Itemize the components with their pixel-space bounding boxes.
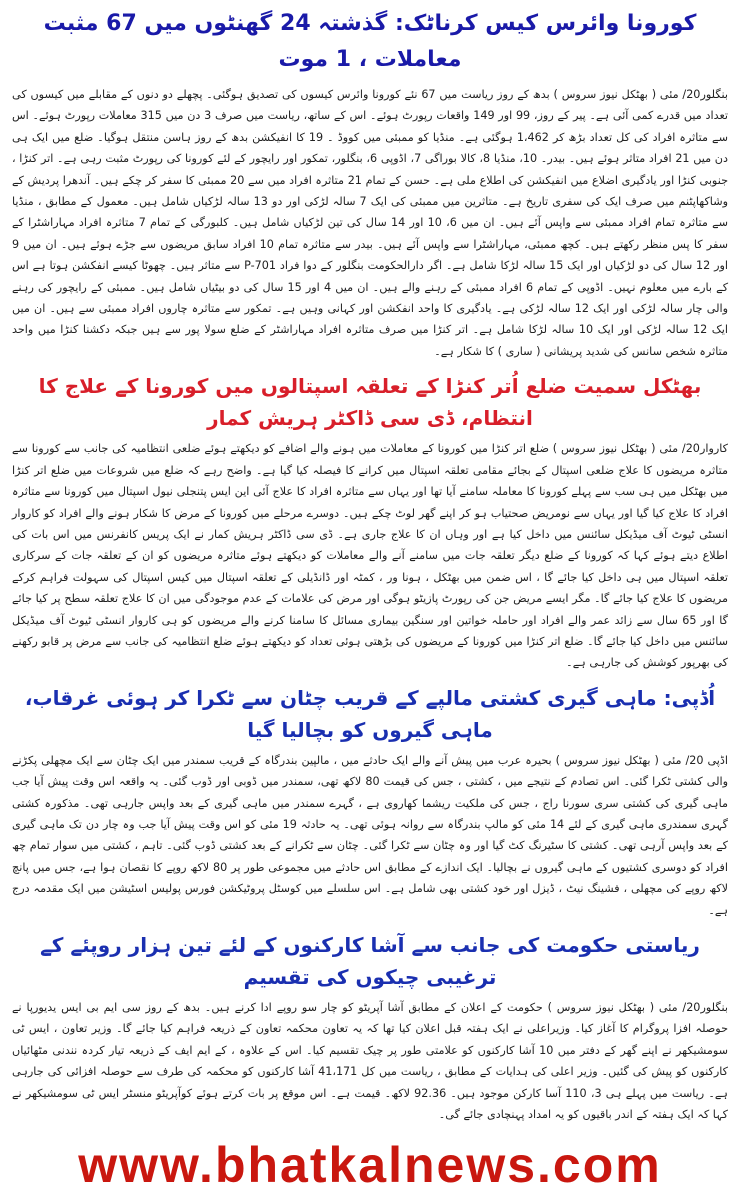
footer-banner	[0, 1136, 740, 1194]
story2-body: کاروار20/ مئی ( بھٹکل نیوز سروس ) ضلع اتر کنڑا میں کورونا کے معاملات میں ہونے والے اضافے کو دیکھتے ہوئے ضلعی انتظامیہ کی جانب سے کورونا سے متاثرہ مریضوں کا علاج ضلعی اسپتال کے بجائے مقامی تعلقہ اسپتال میں کرانے کا فیصلہ کیا گیا ہے۔ واضح رہے کہ ضلع میں شروعات میں ضلع اتر کنڑا میں بھٹکل میں ہی سب سے پہلے کورونا کا معاملہ سامنے آیا تھا اور یہاں سے متاثرہ افراد کا علاج آئی این ایس پتنجلی نیول اسپتال میں کورونا سے متاثرہ افراد کا علاج کیا گیا اور یہاں سے نومریض صحتیاب ہو کر اپنے گھر لوٹ چکے ہیں۔ دوسرے مرحلے میں کورونا کے مرض کا شکار ہونے والے افراد کو کاروار انسٹی ٹیوٹ آف میڈیکل سائنس میں داخل کیا ہے اور وہاں ان کا علاج جاری ہے۔ ڈی سی ڈاکٹر ہریش کمار نے ایک پریس کانفرنس میں اس بات کی اطلاع دیتے ہوئے کہا کہ کورونا کے ضلع دیگر تعلقہ جات میں سامنے آنے والے معاملات کو دیکھتے ہوئے متاثرہ مریضوں کو ان کے تعلقہ جات کے سرکاری تعلقہ اسپتال میں ہی داخل کیا جائے گا ، اس ضمن میں بھٹکل ، ہونا ور ، کمٹہ اور ڈانڈیلی کے تعلقہ اسپتال میں کیس اسپتال کی سہولت فراہم کرکے مریضوں کا علاج کیا جائے گا۔ مگر ایسے مریض جن کی رپورٹ پازیٹو ہوگی اور مرض کی علامات کے عدم موجودگی میں ان کا علاج تعلقہ سطح پر کیا جائے گا اور 65 سال سے زائد عمر والے افراد اور حاملہ خواتین اور سنگین بیماری مسائل کا سامنا کرنے والے مریضوں کو ہی کاروار انسٹی ٹیوٹ آف میڈیکل سائنس میں داخل کیا جائے گا۔ ضلع اتر کنڑا میں کورونا کے مریضوں کی بڑھتی ہوئی تعداد کو دیکھتے ہوئے ضلع انتظامیہ کی جانب سے مرض پر قابو رکھنے کی بھرپور کوشش کی جارہی ہے۔	[12, 442, 729, 670]
main-headline: کورونا وائرس کیس کرناٹک: گذشتہ 24 گھنٹوں میں 67 مثبت معاملات ، 1 موت	[43, 11, 697, 72]
story4-title: ریاستی حکومت کی جانب سے آشا کارکنوں کے لئے تین ہزار روپئے کے ترغیبی چیکوں کی تقسیم	[40, 933, 700, 989]
story3-title: اُڈپی: ماہی گیری کشتی مالپے کے قریب چٹان سے ٹکرا کر ہوئی غرقاب، ماہی گیروں کو بچالیا گیا	[24, 685, 716, 742]
story3-body: اڈپی 20/ مئی ( بھٹکل نیوز سروس ) بحیرہ عرب میں پیش آنے والے ایک حادثے میں ، مالپین بندرگاہ کے قریب سمندر میں ایک چٹان سے ایک مچھلی پکڑنے والی کشتی ٹکرا گئی۔ اس تصادم کے نتیجے میں ، کشتی ، جس کی قیمت 80 لاکھ تھی، سمندر میں ڈوبی اور ڈوب گئی۔ یہ واقعہ اس وقت پیش آیا جب ماہی گیری کی کشتی سری سورنا راج ، جس کی ملکیت ریشما کھاروی ہے ، گہرے سمندر میں ماہی گیری کے بعد واپس جارہی تھی۔ مذکورہ کشتی گہری سمندری ماہی گیری کے لئے 14 مئی کو مالپ بندرگاہ سے روانہ ہوئی تھی۔ یہ حادثہ 19 مئی کو اس وقت پیش آیا جب وہ چار دن تک ماہی گیری کے بعد واپس آرہی تھی۔ کشتی کا سٹیرنگ کٹ گیا اور وہ چٹان سے ٹکرا گئی۔ چٹان سے ٹکرانے کے بعد کشتی ڈوب گئی۔ تاہم ، کشتی میں سوار تمام چھ افراد کو دوسری کشتیوں کے ماہی گیروں نے بچالیا۔ ایک اندازے کے مطابق اس حادثے میں مجموعی طور پر 80 لاکھ روپے کا نقصان ہوا ہے، جس میں پانچ لاکھ روپے کی مچھلی ، فشینگ نیٹ ، ڈیزل اور خود کشتی بھی شامل ہے۔ اس سلسلے میں کوسٹل پروٹیکشن فورس پولیس اسٹیشن میں ایک مقدمہ درج ہے۔	[12, 753, 728, 917]
site-url-logo[interactable]: www.bhatkalnews.com	[78, 1137, 662, 1193]
story2-title: بھٹکل سمیت ضلع اُتر کنڑا کے تعلقہ اسپتالوں میں کورونا کے علاج کا انتظام، ڈی سی ڈاکٹر ہریش کمار	[38, 374, 702, 431]
story1-body: بنگلور20/ مئی ( بھٹکل نیوز سروس ) بدھ کے روز ریاست میں 67 نئے کورونا وائرس کیسوں کی تصدیق ہوگئی۔ پچھلے دو دنوں کے مقابلے میں کیسوں کی تعداد میں قدرے کمی آئی ہے۔ پیر کے روز، 99 اور 149 واقعات رپورٹ ہوئے۔ اس کے ساتھ، ریاست میں صرف 3 دن میں 315 معاملات رپورٹ ہوئے۔ اس سے متاثرہ افراد کی کل تعداد بڑھ کر 1،462 ہوگئی ہے۔ منڈیا کو ممبئی میں کووڈ ۔ 19 کا انفیکشن بدھ کے روز ہاسن منتقل ہوگیا۔ ضلع میں ایک ہی دن میں 21 افراد متاثر ہوئے ہیں۔ بیدر۔ 10، منڈیا 8، کالا بوراگی 7، اڈوپی 6، بنگلور، تمکور اور رایچور کے لئے کورونا کی رپورٹ مثبت رہی ہے۔ اتر کنڑا ، جنوبی کنڑا اور یادگیری اضلاع میں انفیکشن کی اطلاع ملی ہے۔ حسن کے تمام 21 متاثرہ افراد میں سے 20 ممبئی کا سفر کر چکے ہیں۔ آندھرا پردیش کے وشاکھاپٹنم میں صرف ایک کی سفری تاریخ ہے۔ متاثرین میں ممبئی کی ایک 7 سالہ لڑکی اور دو 13 سالہ لڑکیاں شامل ہیں۔ معمول کے مطابق ، منڈیا سے متاثرہ تمام افراد ممبئی سے واپس آئے ہیں۔ ان میں 6، 10 اور 14 سال کی تین لڑکیاں شامل ہیں۔ کلبورگی کے تمام 7 متاثرہ افراد مہاراشٹرا کے سفر کا پس منظر رکھتے ہیں۔ کچھ ممبئی، مہاراشٹرا سے واپس آئے ہیں۔ بیدر سے متاثرہ تمام 10 افراد سابق مریضوں سے جڑے ہوئے ہیں۔ ان میں 9 اور 12 سال کی دو لڑکیاں اور ایک 15 سالہ لڑکا شامل ہے۔ اگر دارالحکومت بنگلور کے دوا فراد P-701 سے متاثر ہیں۔ چھوٹا کیسے انفکشن ہوتا ہے اس کے بارے میں معلوم نہیں۔ اڈوپی کے تمام 6 افراد ممبئی کے رہنے والے ہیں۔ ان میں 4 اور 15 سال کی دو بیٹیاں شامل ہیں۔ ممبئی کے رایچور کی رہنے والی چار سالہ لڑکی اور ایک 12 سالہ لڑکی ہے۔ یادگیری کا واحد انفکشن اور کہانی وہیں ہے۔ تمکور سے متاثرہ چاروں افراد ممبئی سے ہیں۔ ان میں ایک 12 سالہ لڑکی اور ایک 10 سالہ لڑکا شامل ہے۔ اتر کنڑا میں صرف متاثرہ افراد مہاراشٹر کے ضلع سولا پور سے ہیں جبکہ دکشنا کنڑا میں واحد متاثرہ شخص سانس کی شدید پریشانی ( ساری ) کا شکار ہے۔	[12, 88, 729, 358]
story4-body: بنگلور20/ مئی ( بھٹکل نیوز سروس ) حکومت کے اعلان کے مطابق آشا آپریٹو کو چار سو روپے ادا کرنے ہیں۔ بدھ کے روز سی ایم بی ایس یدیورپا نے حوصلہ افزا پروگرام کا آغاز کیا۔ وزیراعلی نے ایک ہفتہ قبل اعلان کیا تھا کہ یہ تعاون محکمہ تعاون کے ذریعہ فراہم کیا جائے گا۔ وزیر تعاون ، ایس ٹی سومشیکھر نے اپنے گھر کے دفتر میں 10 آشا کارکنوں کو علامتی طور پر چیک تقسیم کیا۔ اس کے علاوہ ، کے ایم ایف کے ذریعہ تیار کردہ نندنی مٹھائیاں کارکنوں کو پیش کی گئیں۔ وزیر اعلی کی ہدایات کے مطابق ، ریاست میں کل 41،171 آشا کارکنوں کو محکمہ کی طرف سے حوصلہ افزائی کی جارہی ہے۔ ریاست میں پہلے ہی 3، 110 آسا کارکن موجود ہیں۔ 92.36 لاکھ۔ قیمت ہے۔ اس موقع پر بات کرتے ہوئے کوآپریٹو منسٹر ایس ٹی سومشیکھر نے کہا کہ ایک ہفتہ کے اندر باقیوں کو یہ امداد پہنچادی جائے گی۔	[12, 1001, 728, 1122]
